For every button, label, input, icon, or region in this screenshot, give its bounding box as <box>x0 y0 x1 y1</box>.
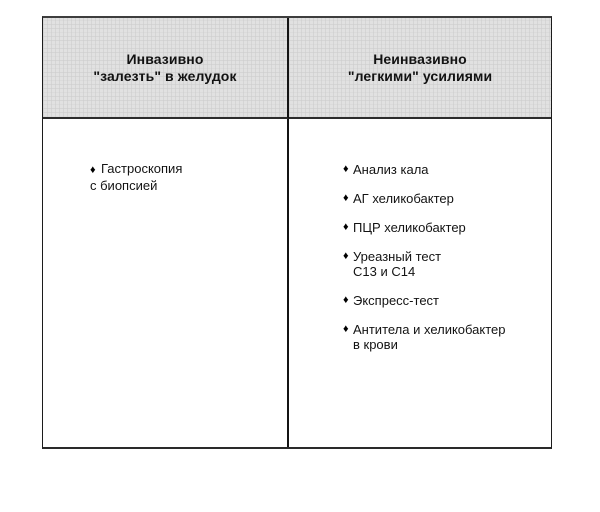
list-item-text: Уреазный тест <box>353 249 442 264</box>
header-invasive-line1: Инвазивно <box>126 50 204 67</box>
header-invasive <box>43 18 289 119</box>
diamond-bullet-icon: ♦ <box>343 221 349 233</box>
list-item-gastroscopy <box>90 161 279 193</box>
list-item-text: Анализ кала <box>353 162 429 177</box>
list-item-text: Гастроскопия <box>101 161 183 176</box>
list-item-pcr-test <box>343 220 545 235</box>
list-item-text: АГ хеликобактер <box>353 191 454 206</box>
list-item-text: с биопсией <box>90 178 158 193</box>
list-item-text: ПЦР хеликобактер <box>353 220 466 235</box>
diamond-bullet-icon: ♦ <box>343 192 349 204</box>
diamond-bullet-icon: ♦ <box>90 164 96 176</box>
diamond-bullet-icon: ♦ <box>343 294 349 306</box>
list-item-stool-test <box>343 162 545 177</box>
header-invasive-line2: "залезть" в желудок <box>93 67 237 84</box>
diamond-bullet-icon: ♦ <box>343 323 349 335</box>
noninvasive-methods-cell <box>289 119 551 447</box>
header-noninvasive-line2: "легкими" усилиями <box>347 67 493 84</box>
comparison-table <box>42 16 552 449</box>
header-noninvasive-line1: Неинвазивно <box>373 50 467 67</box>
list-item-antigen-test <box>343 191 545 206</box>
list-item-express-test <box>343 293 545 308</box>
list-item-text: С13 и С14 <box>353 264 416 279</box>
list-item-urease-test <box>343 249 545 279</box>
diamond-bullet-icon: ♦ <box>343 163 349 175</box>
invasive-methods-cell <box>43 119 289 447</box>
list-item-text: в крови <box>353 337 398 352</box>
list-item-text: Экспресс-тест <box>353 293 439 308</box>
list-item-antibodies-test <box>343 322 545 352</box>
header-noninvasive <box>289 18 551 119</box>
diamond-bullet-icon: ♦ <box>343 250 349 262</box>
list-item-text: Антитела и хеликобактер <box>353 322 506 337</box>
